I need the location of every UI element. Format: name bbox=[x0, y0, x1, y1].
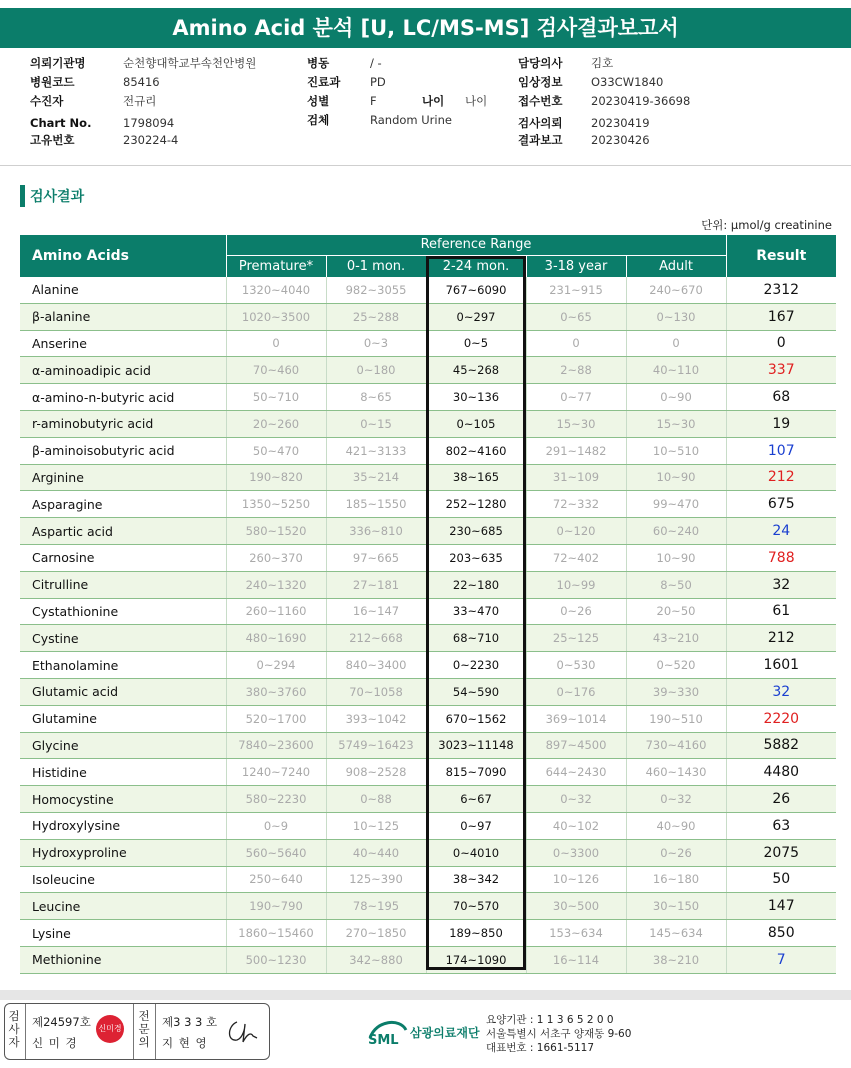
reference-range-cell: 240~1320 bbox=[226, 571, 326, 598]
reference-range-cell: 70~460 bbox=[226, 357, 326, 384]
stamp-icon: 신미경 bbox=[96, 1015, 124, 1043]
footer-line2: 서울특별시 서초구 양재동 9-60 bbox=[486, 1028, 632, 1040]
result-value: 337 bbox=[726, 357, 836, 384]
reference-range-cell: 54~590 bbox=[426, 678, 526, 705]
table-row bbox=[20, 839, 836, 866]
doctor-label: 담당의사 bbox=[518, 56, 563, 70]
result-value: 26 bbox=[726, 786, 836, 813]
specialist-number: 제3 3 3 호 bbox=[162, 1015, 218, 1029]
reference-range-cell: 0~77 bbox=[526, 384, 626, 411]
reference-range-cell: 5749~16423 bbox=[326, 732, 426, 759]
reference-range-cell: 260~370 bbox=[226, 544, 326, 571]
result-value: 32 bbox=[726, 678, 836, 705]
table-row bbox=[20, 357, 836, 384]
reference-range-cell: 982~3055 bbox=[326, 277, 426, 303]
reference-range-cell: 0~32 bbox=[526, 786, 626, 813]
result-value: 63 bbox=[726, 812, 836, 839]
col-ref-1: 0-1 mon. bbox=[326, 255, 426, 277]
result-value: 32 bbox=[726, 571, 836, 598]
table-row bbox=[20, 652, 836, 679]
clinical-info-value: O33CW1840 bbox=[591, 75, 664, 89]
table-row bbox=[20, 437, 836, 464]
sml-logo-icon bbox=[366, 1016, 408, 1050]
reference-range-cell: 40~110 bbox=[626, 357, 726, 384]
table-row bbox=[20, 705, 836, 732]
result-value: 2220 bbox=[726, 705, 836, 732]
age-value: 나이 bbox=[465, 94, 488, 108]
sig-divider bbox=[25, 1004, 26, 1059]
reference-range-cell: 0~176 bbox=[526, 678, 626, 705]
reference-range-cell: 240~670 bbox=[626, 277, 726, 303]
table-row bbox=[20, 920, 836, 947]
reference-range-cell: 840~3400 bbox=[326, 652, 426, 679]
reference-range-cell: 38~165 bbox=[426, 464, 526, 491]
request-date-value: 20230419 bbox=[591, 116, 650, 130]
chart-no-label: Chart No. bbox=[30, 116, 92, 130]
table-row bbox=[20, 544, 836, 571]
table-row bbox=[20, 812, 836, 839]
sex-label: 성별 bbox=[307, 94, 330, 108]
reference-range-cell: 380~3760 bbox=[226, 678, 326, 705]
reference-range-cell: 40~102 bbox=[526, 812, 626, 839]
reference-range-cell: 520~1700 bbox=[226, 705, 326, 732]
reference-range-cell: 27~181 bbox=[326, 571, 426, 598]
reference-range-cell: 16~180 bbox=[626, 866, 726, 893]
request-date-label: 검사의뢰 bbox=[518, 116, 563, 130]
table-row bbox=[20, 732, 836, 759]
result-value: 2312 bbox=[726, 277, 836, 303]
report-title: Amino Acid 분석 [U, LC/MS-MS] 검사결과보고서 bbox=[0, 8, 851, 48]
reference-range-cell: 212~668 bbox=[326, 625, 426, 652]
report-date-label: 결과보고 bbox=[518, 133, 563, 147]
reference-range-cell: 40~90 bbox=[626, 812, 726, 839]
reference-range-cell: 38~210 bbox=[626, 946, 726, 973]
reference-range-cell: 897~4500 bbox=[526, 732, 626, 759]
col-ref-4: Adult bbox=[626, 255, 726, 277]
reference-range-cell: 70~570 bbox=[426, 893, 526, 920]
amino-acid-name: Homocystine bbox=[20, 786, 226, 813]
amino-acid-name: β-alanine bbox=[20, 303, 226, 330]
reference-range-cell: 291~1482 bbox=[526, 437, 626, 464]
sig-divider bbox=[133, 1004, 134, 1059]
reference-range-cell: 16~147 bbox=[326, 598, 426, 625]
reference-range-cell: 0~26 bbox=[626, 839, 726, 866]
amino-acid-name: Alanine bbox=[20, 277, 226, 303]
logo-abbr: SML bbox=[368, 1033, 399, 1048]
reference-range-cell: 1020~3500 bbox=[226, 303, 326, 330]
result-value: 0 bbox=[726, 330, 836, 357]
result-value: 107 bbox=[726, 437, 836, 464]
signature-box bbox=[4, 1003, 270, 1060]
reference-range-cell: 25~125 bbox=[526, 625, 626, 652]
reference-range-cell: 0~88 bbox=[326, 786, 426, 813]
reference-range-cell: 0~130 bbox=[626, 303, 726, 330]
unit-label: 단위: μmol/g creatinine bbox=[701, 218, 832, 232]
result-value: 4480 bbox=[726, 759, 836, 786]
specimen-value: Random Urine bbox=[370, 113, 452, 127]
result-value: 7 bbox=[726, 946, 836, 973]
amino-acid-name: Asparagine bbox=[20, 491, 226, 518]
inspector-number: 제24597호 bbox=[32, 1015, 91, 1029]
reference-range-cell: 1240~7240 bbox=[226, 759, 326, 786]
reference-range-cell: 35~214 bbox=[326, 464, 426, 491]
reference-range-cell: 500~1230 bbox=[226, 946, 326, 973]
result-value: 19 bbox=[726, 410, 836, 437]
reference-range-cell: 50~470 bbox=[226, 437, 326, 464]
reference-range-cell: 3023~11148 bbox=[426, 732, 526, 759]
amino-acid-name: Citrulline bbox=[20, 571, 226, 598]
result-value: 68 bbox=[726, 384, 836, 411]
result-value: 147 bbox=[726, 893, 836, 920]
reference-range-cell: 60~240 bbox=[626, 518, 726, 545]
reference-range-cell: 78~195 bbox=[326, 893, 426, 920]
footer-band bbox=[0, 990, 851, 1000]
report-date-value: 20230426 bbox=[591, 133, 650, 147]
reference-range-cell: 1350~5250 bbox=[226, 491, 326, 518]
reference-range-cell: 0 bbox=[526, 330, 626, 357]
reference-range-cell: 43~210 bbox=[626, 625, 726, 652]
unique-no-value: 230224-4 bbox=[123, 133, 179, 147]
department-label: 진료과 bbox=[307, 75, 341, 89]
inspector-vertical-label: 검사자 bbox=[8, 1009, 20, 1049]
reference-range-cell: 0~530 bbox=[526, 652, 626, 679]
table-row bbox=[20, 678, 836, 705]
reference-range-cell: 1320~4040 bbox=[226, 277, 326, 303]
result-value: 61 bbox=[726, 598, 836, 625]
amino-acid-name: Cystathionine bbox=[20, 598, 226, 625]
reference-range-cell: 480~1690 bbox=[226, 625, 326, 652]
institution-label: 의뢰기관명 bbox=[30, 56, 86, 70]
chart-no-value: 1798094 bbox=[123, 116, 175, 130]
specimen-label: 검체 bbox=[307, 113, 330, 127]
receipt-no-label: 접수번호 bbox=[518, 94, 563, 108]
table-row bbox=[20, 384, 836, 411]
reference-range-cell: 125~390 bbox=[326, 866, 426, 893]
reference-range-cell: 644~2430 bbox=[526, 759, 626, 786]
col-reference-range: Reference Range bbox=[226, 235, 726, 255]
table-row bbox=[20, 759, 836, 786]
reference-range-cell: 145~634 bbox=[626, 920, 726, 947]
amino-acid-name: Glycine bbox=[20, 732, 226, 759]
sig-divider bbox=[155, 1004, 156, 1059]
reference-range-cell: 50~710 bbox=[226, 384, 326, 411]
reference-range-cell: 0~520 bbox=[626, 652, 726, 679]
unique-no-label: 고유번호 bbox=[30, 133, 75, 147]
amino-acid-name: Anserine bbox=[20, 330, 226, 357]
footer-line1: 요양기관 : 1 1 3 6 5 2 0 0 bbox=[486, 1014, 614, 1026]
reference-range-cell: 0~105 bbox=[426, 410, 526, 437]
amino-acid-name: Isoleucine bbox=[20, 866, 226, 893]
table-row bbox=[20, 625, 836, 652]
reference-range-cell: 393~1042 bbox=[326, 705, 426, 732]
reference-range-cell: 0 bbox=[226, 330, 326, 357]
reference-range-cell: 40~440 bbox=[326, 839, 426, 866]
result-value: 24 bbox=[726, 518, 836, 545]
reference-range-cell: 0~26 bbox=[526, 598, 626, 625]
table-row bbox=[20, 303, 836, 330]
reference-range-cell: 70~1058 bbox=[326, 678, 426, 705]
result-value: 2075 bbox=[726, 839, 836, 866]
reference-range-cell: 767~6090 bbox=[426, 277, 526, 303]
reference-range-cell: 0~3 bbox=[326, 330, 426, 357]
reference-range-cell: 231~915 bbox=[526, 277, 626, 303]
reference-range-cell: 20~50 bbox=[626, 598, 726, 625]
reference-range-cell: 99~470 bbox=[626, 491, 726, 518]
result-value: 167 bbox=[726, 303, 836, 330]
amino-acid-name: α-amino-n-butyric acid bbox=[20, 384, 226, 411]
ward-label: 병동 bbox=[307, 56, 330, 70]
col-result: Result bbox=[726, 235, 836, 277]
table-row bbox=[20, 893, 836, 920]
amino-acid-name: Arginine bbox=[20, 464, 226, 491]
table-row bbox=[20, 330, 836, 357]
reference-range-cell: 0~90 bbox=[626, 384, 726, 411]
reference-range-cell: 45~268 bbox=[426, 357, 526, 384]
results-table bbox=[20, 235, 836, 974]
reference-range-cell: 802~4160 bbox=[426, 437, 526, 464]
reference-range-cell: 68~710 bbox=[426, 625, 526, 652]
col-ref-3: 3-18 year bbox=[526, 255, 626, 277]
doctor-value: 김호 bbox=[591, 56, 614, 70]
institution-value: 순천향대학교부속천안병원 bbox=[123, 56, 257, 70]
patient-info bbox=[0, 54, 851, 154]
reference-range-cell: 16~114 bbox=[526, 946, 626, 973]
table-row bbox=[20, 946, 836, 973]
amino-acid-name: β-aminoisobutyric acid bbox=[20, 437, 226, 464]
reference-range-cell: 8~50 bbox=[626, 571, 726, 598]
amino-acid-name: Leucine bbox=[20, 893, 226, 920]
result-value: 212 bbox=[726, 464, 836, 491]
reference-range-cell: 0~120 bbox=[526, 518, 626, 545]
reference-range-cell: 33~470 bbox=[426, 598, 526, 625]
col-amino-acids: Amino Acids bbox=[20, 235, 226, 277]
reference-range-cell: 0~97 bbox=[426, 812, 526, 839]
reference-range-cell: 421~3133 bbox=[326, 437, 426, 464]
table-row bbox=[20, 786, 836, 813]
age-label: 나이 bbox=[422, 94, 445, 108]
reference-range-cell: 30~500 bbox=[526, 893, 626, 920]
examinee-value: 전규리 bbox=[123, 94, 157, 108]
examinee-label: 수진자 bbox=[30, 94, 64, 108]
reference-range-cell: 230~685 bbox=[426, 518, 526, 545]
reference-range-cell: 20~260 bbox=[226, 410, 326, 437]
result-value: 788 bbox=[726, 544, 836, 571]
reference-range-cell: 7840~23600 bbox=[226, 732, 326, 759]
amino-acid-name: Lysine bbox=[20, 920, 226, 947]
reference-range-cell: 189~850 bbox=[426, 920, 526, 947]
reference-range-cell: 38~342 bbox=[426, 866, 526, 893]
signature-icon bbox=[223, 1016, 263, 1048]
amino-acid-name: Hydroxylysine bbox=[20, 812, 226, 839]
section-title: 검사결과 bbox=[30, 189, 85, 205]
reference-range-cell: 342~880 bbox=[326, 946, 426, 973]
reference-range-cell: 97~665 bbox=[326, 544, 426, 571]
reference-range-cell: 10~126 bbox=[526, 866, 626, 893]
table-row bbox=[20, 277, 836, 303]
reference-range-cell: 260~1160 bbox=[226, 598, 326, 625]
result-value: 212 bbox=[726, 625, 836, 652]
reference-range-cell: 0~180 bbox=[326, 357, 426, 384]
reference-range-cell: 250~640 bbox=[226, 866, 326, 893]
reference-range-cell: 670~1562 bbox=[426, 705, 526, 732]
result-value: 675 bbox=[726, 491, 836, 518]
section-marker bbox=[20, 185, 25, 207]
amino-acid-name: Glutamic acid bbox=[20, 678, 226, 705]
reference-range-cell: 2~88 bbox=[526, 357, 626, 384]
reference-range-cell: 30~150 bbox=[626, 893, 726, 920]
amino-acid-name: Hydroxyproline bbox=[20, 839, 226, 866]
table-row bbox=[20, 491, 836, 518]
sex-value: F bbox=[370, 94, 377, 108]
reference-range-cell: 0~2230 bbox=[426, 652, 526, 679]
table-row bbox=[20, 598, 836, 625]
reference-range-cell: 8~65 bbox=[326, 384, 426, 411]
inspector-name: 신 미 경 bbox=[32, 1036, 78, 1050]
reference-range-cell: 203~635 bbox=[426, 544, 526, 571]
reference-range-cell: 39~330 bbox=[626, 678, 726, 705]
ward-value: / - bbox=[370, 56, 382, 70]
table-row bbox=[20, 518, 836, 545]
reference-range-cell: 0~5 bbox=[426, 330, 526, 357]
reference-range-cell: 25~288 bbox=[326, 303, 426, 330]
col-ref-2: 2-24 mon. bbox=[426, 255, 526, 277]
reference-range-cell: 153~634 bbox=[526, 920, 626, 947]
amino-acid-name: α-aminoadipic acid bbox=[20, 357, 226, 384]
reference-range-cell: 10~125 bbox=[326, 812, 426, 839]
reference-range-cell: 10~90 bbox=[626, 544, 726, 571]
amino-acid-name: Cystine bbox=[20, 625, 226, 652]
hospital-code-label: 병원코드 bbox=[30, 75, 75, 89]
reference-range-cell: 0~9 bbox=[226, 812, 326, 839]
reference-range-cell: 15~30 bbox=[526, 410, 626, 437]
reference-range-cell: 190~790 bbox=[226, 893, 326, 920]
hospital-code-value: 85416 bbox=[123, 75, 160, 89]
reference-range-cell: 72~332 bbox=[526, 491, 626, 518]
reference-range-cell: 908~2528 bbox=[326, 759, 426, 786]
result-value: 5882 bbox=[726, 732, 836, 759]
reference-range-cell: 10~510 bbox=[626, 437, 726, 464]
result-value: 1601 bbox=[726, 652, 836, 679]
reference-range-cell: 0~4010 bbox=[426, 839, 526, 866]
clinical-info-label: 임상정보 bbox=[518, 75, 563, 89]
table-row bbox=[20, 464, 836, 491]
divider bbox=[0, 165, 851, 166]
reference-range-cell: 270~1850 bbox=[326, 920, 426, 947]
reference-range-cell: 31~109 bbox=[526, 464, 626, 491]
specialist-name: 지 현 영 bbox=[162, 1036, 208, 1050]
reference-range-cell: 22~180 bbox=[426, 571, 526, 598]
receipt-no-value: 20230419-36698 bbox=[591, 94, 691, 108]
reference-range-cell: 460~1430 bbox=[626, 759, 726, 786]
table-row bbox=[20, 410, 836, 437]
reference-range-cell: 0~65 bbox=[526, 303, 626, 330]
footer-info bbox=[486, 1013, 631, 1055]
amino-acid-name: Aspartic acid bbox=[20, 518, 226, 545]
reference-range-cell: 10~90 bbox=[626, 464, 726, 491]
reference-range-cell: 1860~15460 bbox=[226, 920, 326, 947]
reference-range-cell: 0~297 bbox=[426, 303, 526, 330]
reference-range-cell: 0 bbox=[626, 330, 726, 357]
reference-range-cell: 336~810 bbox=[326, 518, 426, 545]
reference-range-cell: 815~7090 bbox=[426, 759, 526, 786]
amino-acid-name: Ethanolamine bbox=[20, 652, 226, 679]
reference-range-cell: 0~32 bbox=[626, 786, 726, 813]
reference-range-cell: 580~2230 bbox=[226, 786, 326, 813]
reference-range-cell: 185~1550 bbox=[326, 491, 426, 518]
reference-range-cell: 72~402 bbox=[526, 544, 626, 571]
amino-acid-name: r-aminobutyric acid bbox=[20, 410, 226, 437]
logo-name: 삼광의료재단 bbox=[410, 1026, 480, 1040]
col-ref-0: Premature* bbox=[226, 255, 326, 277]
reference-range-cell: 30~136 bbox=[426, 384, 526, 411]
amino-acid-name: Carnosine bbox=[20, 544, 226, 571]
department-value: PD bbox=[370, 75, 386, 89]
reference-range-cell: 190~820 bbox=[226, 464, 326, 491]
amino-acid-name: Methionine bbox=[20, 946, 226, 973]
reference-range-cell: 6~67 bbox=[426, 786, 526, 813]
reference-range-cell: 580~1520 bbox=[226, 518, 326, 545]
amino-acid-name: Histidine bbox=[20, 759, 226, 786]
reference-range-cell: 560~5640 bbox=[226, 839, 326, 866]
reference-range-cell: 369~1014 bbox=[526, 705, 626, 732]
amino-acid-name: Glutamine bbox=[20, 705, 226, 732]
reference-range-cell: 0~15 bbox=[326, 410, 426, 437]
reference-range-cell: 190~510 bbox=[626, 705, 726, 732]
reference-range-cell: 0~294 bbox=[226, 652, 326, 679]
table-row bbox=[20, 571, 836, 598]
result-value: 50 bbox=[726, 866, 836, 893]
footer-line3: 대표번호 : 1661-5117 bbox=[486, 1042, 595, 1054]
specialist-vertical-label: 전문의 bbox=[138, 1009, 150, 1049]
reference-range-cell: 10~99 bbox=[526, 571, 626, 598]
table-row bbox=[20, 866, 836, 893]
reference-range-cell: 15~30 bbox=[626, 410, 726, 437]
reference-range-cell: 0~3300 bbox=[526, 839, 626, 866]
result-value: 850 bbox=[726, 920, 836, 947]
reference-range-cell: 730~4160 bbox=[626, 732, 726, 759]
reference-range-cell: 252~1280 bbox=[426, 491, 526, 518]
reference-range-cell: 174~1090 bbox=[426, 946, 526, 973]
